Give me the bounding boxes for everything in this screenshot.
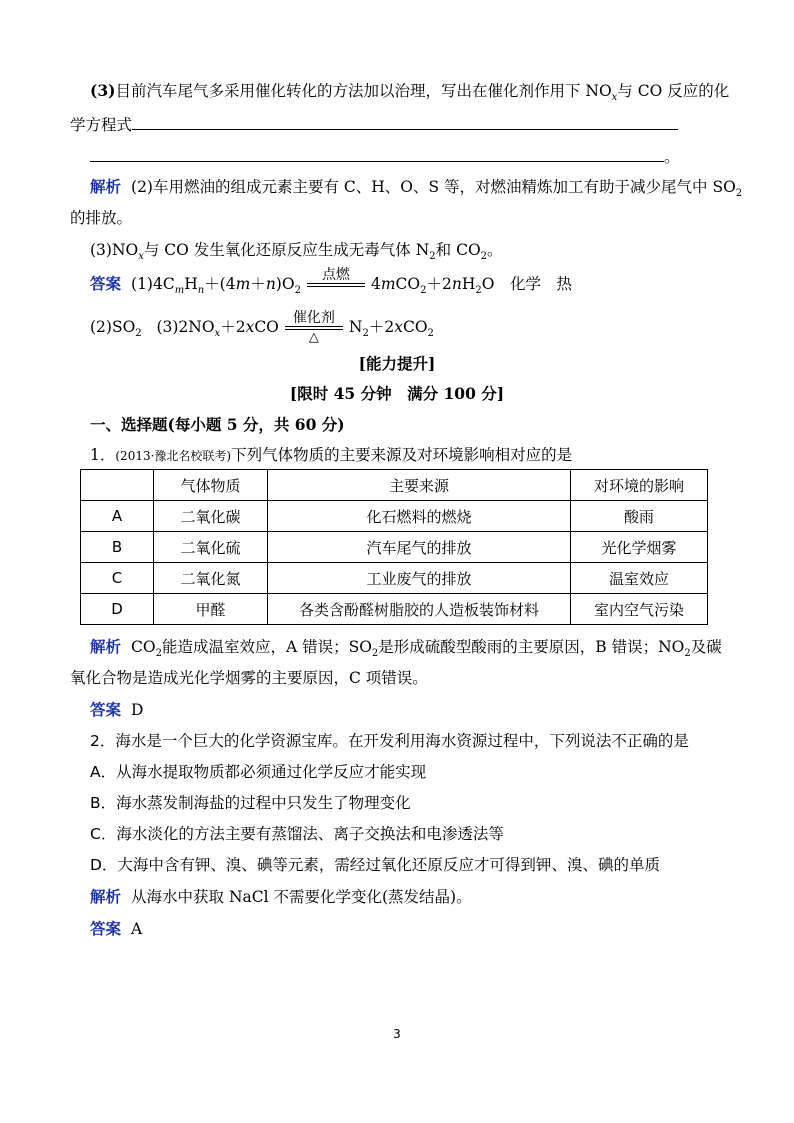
question-source: (2013·豫北名校联考) (115, 449, 232, 463)
question-2-analysis: 解析 从海水中获取 NaCl 不需要化学变化(蒸发结晶)。 (90, 888, 472, 906)
answer-label: 答案 (90, 920, 122, 938)
analysis-1-line-2: 的排放。 (70, 209, 133, 227)
option-c: C．海水淡化的方法主要有蒸馏法、离子交换法和电渗透法等 (90, 825, 504, 843)
section-subtitle: [限时 45 分钟 满分 100 分] (289, 384, 505, 403)
question-3-line-1: (3)目前汽车尾气多采用催化转化的方法加以治理，写出在催化剂作用下 $NO_x$与 CO 反应的化 (90, 81, 730, 104)
question-1-answer: 答案 D (90, 701, 144, 719)
answer-1-line-1: 答案 $(1)4C_mH_n+(4m+n)O_2$ 点燃 $4mCO_2+2nH_2O$ 化学 热 (90, 268, 572, 306)
reaction-condition-catalyst: 催化剂 △ (285, 311, 343, 345)
gas-source-table (80, 469, 708, 625)
table-row: B 二氧化硫 汽车尾气的排放 光化学烟雾 (81, 532, 708, 563)
section-part-heading: 一、选择题(每小题 5 分，共 60 分) (90, 415, 345, 434)
analysis-1-line-1: 解析 (2)车用燃油的组成元素主要有 C、H、O、S 等，对燃油精炼加工有助于减少尾气中 $SO_2$ (90, 178, 743, 200)
question-3-line-3: 。 (90, 146, 680, 168)
analysis-label: 解析 (90, 178, 122, 196)
answer-blank-1[interactable] (132, 115, 678, 130)
option-d: D．大海中含有钾、溴、碘等元素，需经过氧化还原反应才可得到钾、溴、碘的单质 (90, 856, 660, 874)
table-row: C 二氧化氮 工业废气的排放 温室效应 (81, 563, 708, 594)
question-1-analysis-line-2: 氧化合物是造成光化学烟雾的主要原因，C 项错误。 (70, 669, 428, 687)
option-b: B．海水蒸发制海盐的过程中只发生了物理变化 (90, 794, 411, 812)
reaction-condition-ignite: 点燃 (307, 268, 365, 302)
option-a: A．从海水提取物质都必须通过化学反应才能实现 (90, 763, 427, 781)
section-title: [能力提升] (358, 354, 436, 373)
question-3-number: (3) (90, 81, 116, 100)
analysis-label: 解析 (90, 638, 122, 656)
question-2-answer: 答案 A (90, 920, 143, 938)
page-number: 3 (393, 1027, 401, 1041)
answer-1-line-2: $(2)SO_2$ $(3)2NO_x+2xCO$ 催化剂 △ $N_2+2xCO_2$ (90, 310, 434, 345)
answer-label: 答案 (90, 275, 122, 293)
question-3-line-2: 学方程式 (70, 114, 678, 136)
question-1-stem: 1．(2013·豫北名校联考)下列气体物质的主要来源及对环境影响相对应的是 (90, 446, 573, 464)
question-1-analysis: 解析 $CO_2$能造成温室效应，A 错误；$SO_2$是形成硫酸型酸雨的主要原因，B 错误；$NO_2$及碳 (90, 638, 722, 660)
analysis-1-line-3: $(3)NO_x$与 CO 发生氧化还原反应生成无毒气体 $N_2$和 $CO_2$。 (90, 241, 503, 263)
answer-label: 答案 (90, 701, 122, 719)
question-2-stem: 2．海水是一个巨大的化学资源宝库。在开发利用海水资源过程中，下列说法不正确的是 (90, 732, 689, 750)
table-row: D 甲醛 各类含酚醛树脂胶的人造板装饰材料 室内空气污染 (81, 594, 708, 625)
answer-blank-2[interactable] (90, 147, 664, 162)
table-header-row: 气体物质 主要来源 对环境的影响 (81, 470, 708, 501)
analysis-label: 解析 (90, 888, 122, 906)
table-row: A 二氧化碳 化石燃料的燃烧 酸雨 (81, 501, 708, 532)
